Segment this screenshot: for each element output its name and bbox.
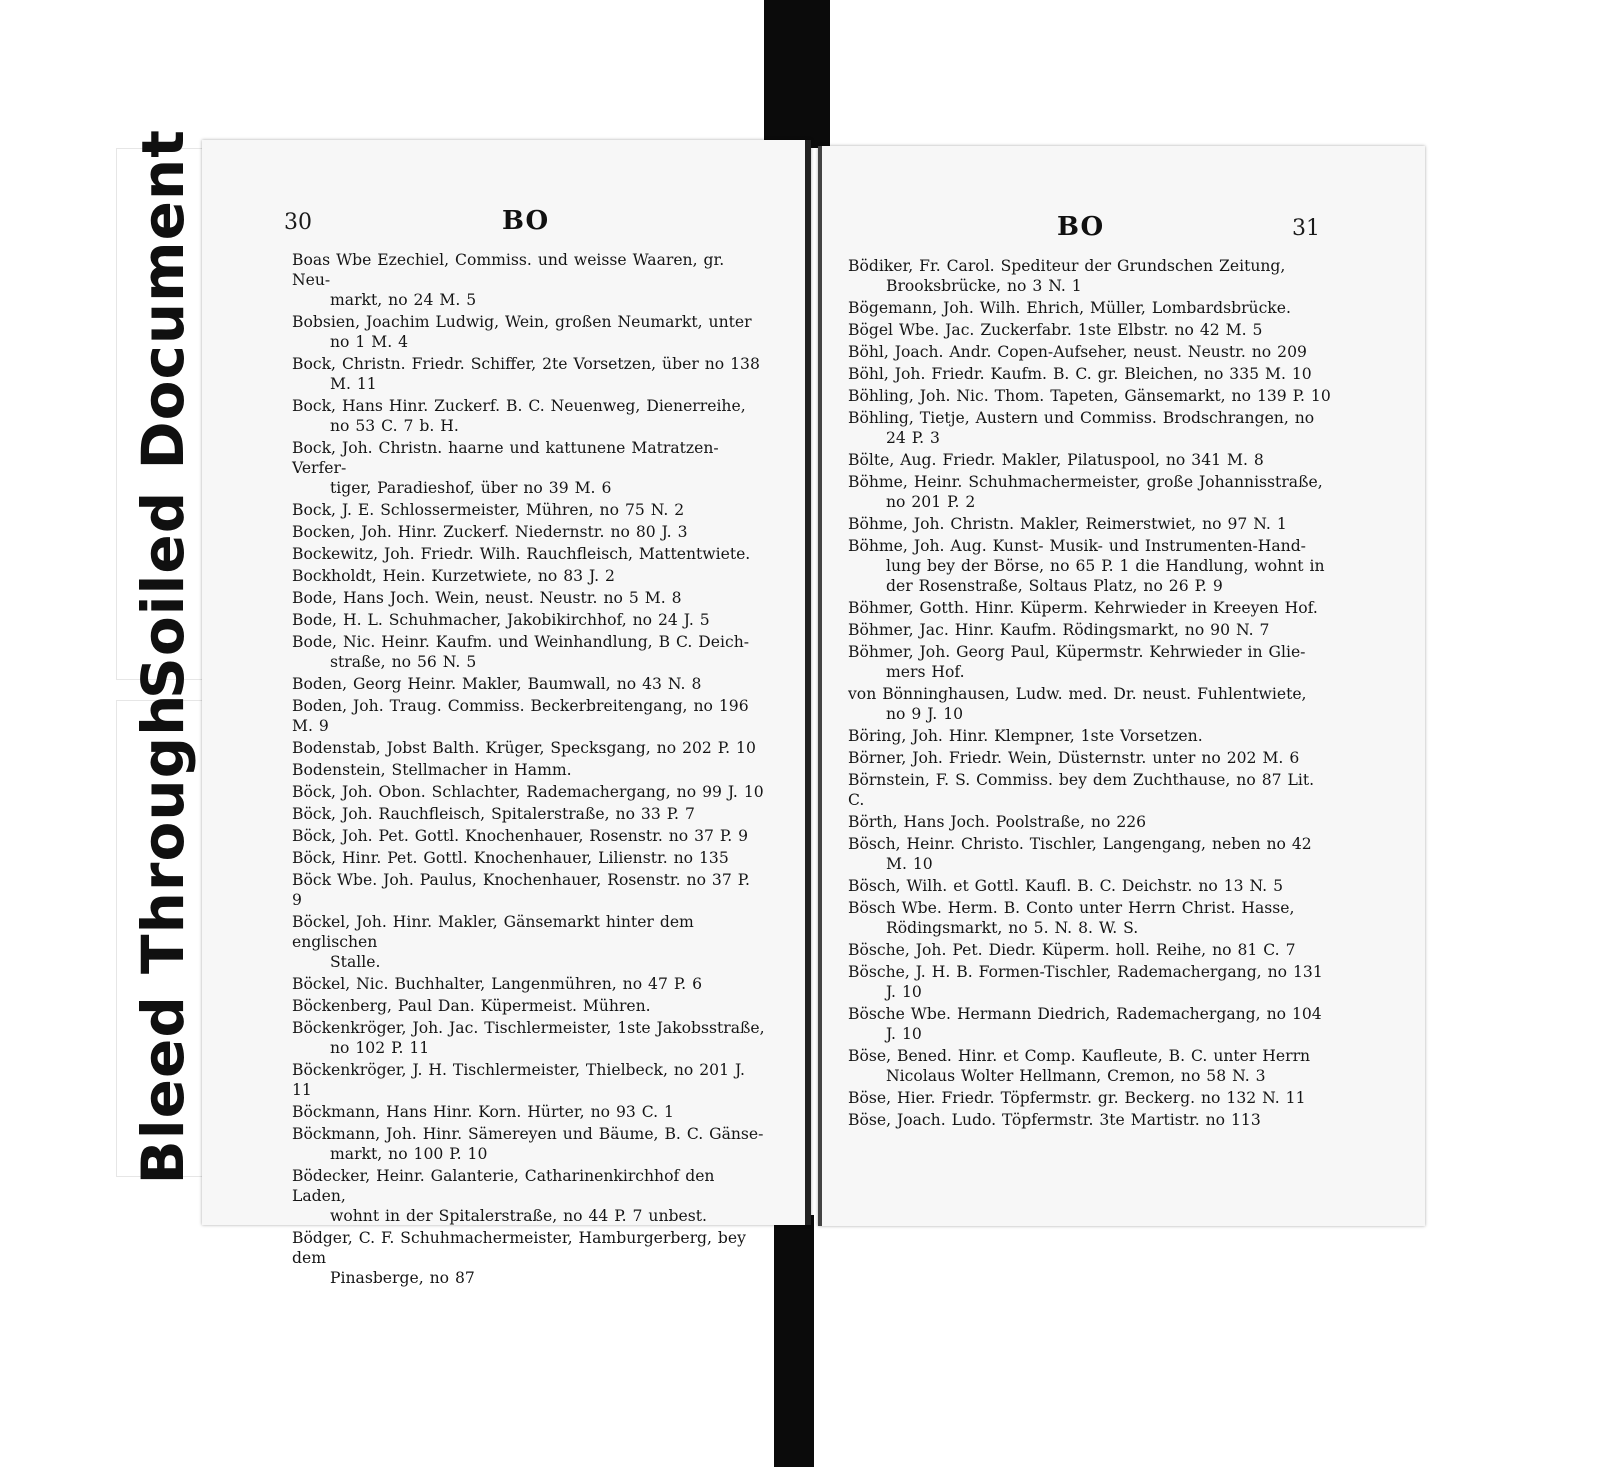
entry-line: Böck, Joh. Rauchfleisch, Spitalerstraße, no 33 P. 7 — [292, 805, 695, 823]
entry-line: Böhme, Joh. Aug. Kunst- Musik- und Instrumenten-Hand- — [848, 537, 1306, 555]
directory-entry — [292, 760, 765, 780]
directory-entry — [292, 912, 765, 972]
entry-continuation: no 102 P. 11 — [330, 1039, 430, 1057]
entry-line: Bock, Hans Hinr. Zuckerf. B. C. Neuenweg, Dienerreihe, — [292, 397, 746, 415]
entry-line: Bösche, J. H. B. Formen-Tischler, Rademachergang, no 131 — [848, 963, 1323, 981]
entry-line: Böckmann, Hans Hinr. Korn. Hürter, no 93 C. 1 — [292, 1103, 674, 1121]
directory-entry — [848, 472, 1335, 512]
directory-entry — [292, 610, 765, 630]
entry-line: Böckenkröger, J. H. Tischlermeister, Thielbeck, no 201 J. 11 — [292, 1061, 745, 1099]
directory-entry — [292, 500, 765, 520]
entry-line: Böckel, Joh. Hinr. Makler, Gänsemarkt hinter dem englischen — [292, 913, 694, 951]
entry-line: Bocken, Joh. Hinr. Zuckerf. Niedernstr. no 80 J. 3 — [292, 523, 688, 541]
entry-line: Bode, Hans Joch. Wein, neust. Neustr. no 5 M. 8 — [292, 589, 682, 607]
directory-entry — [292, 632, 765, 672]
running-head-left: BO — [502, 206, 550, 236]
directory-entry — [292, 354, 765, 394]
directory-entry — [848, 748, 1335, 768]
entry-line: Bösch, Wilh. et Gottl. Kaufl. B. C. Deichstr. no 13 N. 5 — [848, 877, 1284, 895]
entry-continuation: Nicolaus Wolter Hellmann, Cremon, no 58 N. 3 — [886, 1067, 1266, 1085]
entry-line: Bödecker, Heinr. Galanterie, Catharinenkirchhof den Laden, — [292, 1167, 715, 1205]
directory-entry — [292, 996, 765, 1016]
directory-entry — [848, 342, 1335, 362]
side-label-soiled — [116, 129, 210, 699]
entry-continuation: markt, no 24 M. 5 — [330, 291, 477, 309]
entry-line: von Bönninghausen, Ludw. med. Dr. neust. Fuhlentwiete, — [848, 685, 1307, 703]
entry-line: Böhling, Joh. Nic. Thom. Tapeten, Gänsemarkt, no 139 P. 10 — [848, 387, 1331, 405]
entry-line: Boas Wbe Ezechiel, Commiss. und weisse Waaren, gr. Neu- — [292, 251, 725, 289]
entry-line: Bösch Wbe. Herm. B. Conto unter Herrn Christ. Hasse, — [848, 899, 1295, 917]
spine-top — [764, 0, 830, 148]
entry-line: Böckmann, Joh. Hinr. Sämereyen und Bäume, B. C. Gänse- — [292, 1125, 764, 1143]
entry-line: Bösche, Joh. Pet. Diedr. Küperm. holl. Reihe, no 81 C. 7 — [848, 941, 1296, 959]
entry-line: Böck Wbe. Joh. Paulus, Knochenhauer, Rosenstr. no 37 P. 9 — [292, 871, 751, 909]
directory-entry — [848, 1088, 1335, 1108]
directory-entry — [292, 804, 765, 824]
entry-line: Bobsien, Joachim Ludwig, Wein, großen Neumarkt, unter — [292, 313, 752, 331]
entry-line: Böhmer, Jac. Hinr. Kaufm. Rödingsmarkt, no 90 N. 7 — [848, 621, 1270, 639]
entry-continuation: straße, no 56 N. 5 — [330, 653, 477, 671]
directory-entry — [292, 696, 765, 736]
entry-continuation: lung bey der Börse, no 65 P. 1 die Handlung, wohnt in der Rosenstraße, Soltaus Platz, no 26 P. 9 — [886, 557, 1325, 595]
entry-line: Boden, Georg Heinr. Makler, Baumwall, no 43 N. 8 — [292, 675, 702, 693]
entry-line: Börnstein, F. S. Commiss. bey dem Zuchthause, no 87 Lit. C. — [848, 771, 1315, 809]
entry-line: Börner, Joh. Friedr. Wein, Düsternstr. unter no 202 M. 6 — [848, 749, 1300, 767]
directory-entry — [848, 770, 1335, 810]
entry-line: Bockholdt, Hein. Kurzetwiete, no 83 J. 2 — [292, 567, 615, 585]
side-label-bleed-text: Bleed Through — [129, 693, 197, 1184]
directory-entry — [292, 250, 765, 310]
directory-entry — [292, 588, 765, 608]
entry-line: Bödger, C. F. Schuhmachermeister, Hamburgerberg, bey dem — [292, 1229, 746, 1267]
directory-entry — [292, 396, 765, 436]
entry-continuation: M. 11 — [330, 375, 377, 393]
running-head-right: BO — [1057, 212, 1105, 242]
entry-continuation: 24 P. 3 — [886, 429, 940, 447]
entry-line: Bockewitz, Joh. Friedr. Wilh. Rauchfleisch, Mattentwiete. — [292, 545, 751, 563]
directory-entry — [848, 450, 1335, 470]
entry-line: Bock, J. E. Schlossermeister, Mühren, no 75 N. 2 — [292, 501, 685, 519]
entry-continuation: J. 10 — [886, 1025, 922, 1043]
entry-line: Bodenstab, Jobst Balth. Krüger, Specksgang, no 202 P. 10 — [292, 739, 756, 757]
entry-line: Böckenkröger, Joh. Jac. Tischlermeister, 1ste Jakobsstraße, — [292, 1019, 765, 1037]
directory-entry — [848, 834, 1335, 874]
entry-line: Böhl, Joach. Andr. Copen-Aufseher, neust. Neustr. no 209 — [848, 343, 1307, 361]
side-label-soiled-text: Soiled Document — [129, 129, 197, 699]
entry-line: Böhme, Joh. Christn. Makler, Reimerstwiet, no 97 N. 1 — [848, 515, 1287, 533]
side-label-bleed — [116, 693, 210, 1184]
entry-line: Böhl, Joh. Friedr. Kaufm. B. C. gr. Bleichen, no 335 M. 10 — [848, 365, 1312, 383]
entry-line: Bode, H. L. Schuhmacher, Jakobikirchhof, no 24 J. 5 — [292, 611, 710, 629]
directory-entry — [292, 848, 765, 868]
entry-line: Böse, Bened. Hinr. et Comp. Kaufleute, B. C. unter Herrn — [848, 1047, 1311, 1065]
entry-line: Bodenstein, Stellmacher in Hamm. — [292, 761, 572, 779]
page-number-left: 30 — [284, 210, 312, 235]
entry-line: Bölte, Aug. Friedr. Makler, Pilatuspool, no 341 M. 8 — [848, 451, 1264, 469]
directory-entry — [848, 256, 1335, 296]
directory-entry — [848, 364, 1335, 384]
directory-entry — [848, 962, 1335, 1002]
entry-continuation: M. 10 — [886, 855, 933, 873]
entry-continuation: Rödingsmarkt, no 5. N. 8. W. S. — [886, 919, 1139, 937]
entry-continuation: wohnt in der Spitalerstraße, no 44 P. 7 unbest. — [330, 1207, 707, 1225]
directory-entry — [848, 1004, 1335, 1044]
directory-entry — [848, 812, 1335, 832]
entry-line: Böse, Joach. Ludo. Töpfermstr. 3te Martistr. no 113 — [848, 1111, 1261, 1129]
directory-entry — [292, 1018, 765, 1058]
entry-line: Böhmer, Gotth. Hinr. Küperm. Kehrwieder in Kreeyen Hof. — [848, 599, 1318, 617]
right-page — [818, 146, 1425, 1226]
entry-continuation: mers Hof. — [886, 663, 965, 681]
entry-continuation: Pinasberge, no 87 — [330, 1269, 475, 1287]
entry-line: Böck, Joh. Obon. Schlachter, Rademachergang, no 99 J. 10 — [292, 783, 764, 801]
entry-continuation: J. 10 — [886, 983, 922, 1001]
directory-entry — [292, 1102, 765, 1122]
entry-line: Böckel, Nic. Buchhalter, Langenmühren, no 47 P. 6 — [292, 975, 703, 993]
directory-entry — [848, 642, 1335, 682]
entry-line: Böck, Joh. Pet. Gottl. Knochenhauer, Rosenstr. no 37 P. 9 — [292, 827, 749, 845]
directory-entry — [292, 826, 765, 846]
directory-entry — [848, 898, 1335, 938]
entry-line: Bösch, Heinr. Christo. Tischler, Langengang, neben no 42 — [848, 835, 1312, 853]
entry-line: Bösche Wbe. Hermann Diedrich, Rademachergang, no 104 — [848, 1005, 1322, 1023]
entry-continuation: markt, no 100 P. 10 — [330, 1145, 488, 1163]
entry-line: Böhme, Heinr. Schuhmachermeister, große Johannisstraße, — [848, 473, 1323, 491]
page-number-right: 31 — [1292, 216, 1320, 241]
entry-line: Boden, Joh. Traug. Commiss. Beckerbreitengang, no 196 M. 9 — [292, 697, 749, 735]
directory-entry — [848, 620, 1335, 640]
directory-entry — [848, 726, 1335, 746]
directory-entry — [292, 1124, 765, 1164]
left-page — [202, 140, 811, 1287]
left-entry-list — [202, 250, 805, 1290]
directory-entry — [848, 876, 1335, 896]
entry-continuation: Stalle. — [330, 953, 381, 971]
directory-entry — [292, 438, 765, 498]
entry-line: Bock, Christn. Friedr. Schiffer, 2te Vorsetzen, über no 138 — [292, 355, 760, 373]
right-entry-list — [822, 256, 1425, 1132]
directory-entry — [848, 940, 1335, 960]
entry-line: Börth, Hans Joch. Poolstraße, no 226 — [848, 813, 1147, 831]
directory-entry — [292, 1166, 765, 1226]
directory-entry — [848, 536, 1335, 596]
directory-entry — [292, 312, 765, 352]
entry-continuation: Brooksbrücke, no 3 N. 1 — [886, 277, 1082, 295]
entry-continuation: no 1 M. 4 — [330, 333, 409, 351]
entry-line: Böhling, Tietje, Austern und Commiss. Brodschrangen, no — [848, 409, 1315, 427]
directory-entry — [292, 870, 765, 910]
entry-line: Böck, Hinr. Pet. Gottl. Knochenhauer, Lilienstr. no 135 — [292, 849, 729, 867]
directory-entry — [848, 386, 1335, 406]
entry-continuation: tiger, Paradieshof, über no 39 M. 6 — [330, 479, 612, 497]
directory-entry — [848, 298, 1335, 318]
entry-line: Böse, Hier. Friedr. Töpfermstr. gr. Beckerg. no 132 N. 11 — [848, 1089, 1306, 1107]
directory-entry — [292, 544, 765, 564]
directory-entry — [292, 522, 765, 542]
entry-line: Bögel Wbe. Jac. Zuckerfabr. 1ste Elbstr. no 42 M. 5 — [848, 321, 1263, 339]
entry-continuation: no 9 J. 10 — [886, 705, 964, 723]
directory-entry — [848, 408, 1335, 448]
entry-line: Bögemann, Joh. Wilh. Ehrich, Müller, Lombardsbrücke. — [848, 299, 1291, 317]
directory-entry — [848, 684, 1335, 724]
entry-line: Böckenberg, Paul Dan. Küpermeist. Mühren. — [292, 997, 651, 1015]
directory-entry — [292, 1060, 765, 1100]
directory-entry — [292, 738, 765, 758]
directory-entry — [848, 320, 1335, 340]
directory-entry — [848, 1046, 1335, 1086]
entry-line: Bödiker, Fr. Carol. Spediteur der Grundschen Zeitung, — [848, 257, 1286, 275]
directory-entry — [848, 598, 1335, 618]
entry-continuation: no 201 P. 2 — [886, 493, 976, 511]
entry-line: Böhmer, Joh. Georg Paul, Küpermstr. Kehrwieder in Glie- — [848, 643, 1306, 661]
directory-entry — [848, 514, 1335, 534]
directory-entry — [292, 566, 765, 586]
entry-line: Bock, Joh. Christn. haarne und kattunene Matratzen-Verfer- — [292, 439, 719, 477]
entry-continuation: no 53 C. 7 b. H. — [330, 417, 459, 435]
entry-line: Bode, Nic. Heinr. Kaufm. und Weinhandlung, B C. Deich- — [292, 633, 750, 651]
directory-entry — [292, 674, 765, 694]
directory-entry — [292, 974, 765, 994]
entry-line: Böring, Joh. Hinr. Klempner, 1ste Vorsetzen. — [848, 727, 1203, 745]
directory-entry — [292, 782, 765, 802]
directory-entry — [848, 1110, 1335, 1130]
directory-entry — [292, 1228, 765, 1288]
